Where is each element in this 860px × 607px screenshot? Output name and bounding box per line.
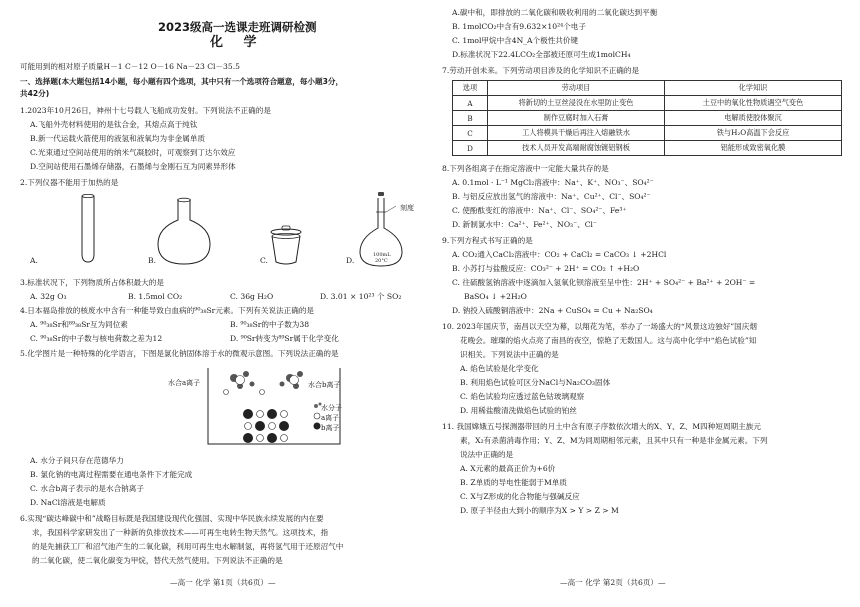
q2-label-a: A. (30, 256, 38, 265)
q2-label-b: B. (148, 256, 156, 265)
table-header: 劳动项目 (488, 81, 665, 96)
crucible-icon (271, 226, 301, 264)
atomic-masses: 可能用到的相对原子质量H－1 C－12 O－16 Na－23 Cl－35.5 (20, 62, 240, 71)
subject-title: 化 学 (210, 35, 265, 50)
table-cell: D (453, 141, 488, 156)
table-row (453, 96, 842, 111)
q8-option-d: D. 新制氯水中：Ca²⁺、Fe²⁺、NO₃⁻、Cl⁻ (452, 220, 597, 229)
q10-line-3: 识相关。下列说法中正确的是 (460, 350, 559, 359)
table-cell: 工人将模具干燥后再注入熔融铁水 (488, 126, 665, 141)
round-bottom-flask-icon (158, 198, 210, 264)
q6-option-d: D.标准状况下22.4LCO₂全部被还原可生成1molCH₄ (452, 50, 631, 59)
legend-a-ion: a离子 (321, 414, 340, 422)
q7-stem: 7.劳动开创未来。下列劳动项目涉及的化学知识不正确的是 (442, 66, 640, 75)
q11-option-b: B. Z单质的导电性能弱于M单质 (460, 478, 567, 487)
q1-option-b: B.新一代运载火箭使用的液氢和液氧均为非金属单质 (30, 134, 206, 143)
q2-stem: 2.下列仪器不能用于加热的是 (20, 178, 119, 187)
q11-option-c: C. X与Z形成的化合物能与强碱反应 (460, 492, 580, 501)
q6-option-a: A.碳中和，即排放的二氧化碳和吸收利用的二氧化碳达到平衡 (452, 8, 658, 17)
q1-option-d: D.空间站使用石墨烯存储器，石墨烯与金刚石互为同素异形体 (30, 162, 236, 171)
table-row (453, 141, 842, 156)
table-header-row (453, 81, 842, 96)
q7-table (452, 80, 842, 156)
q5-option-d: D. NaCl溶液是电解质 (30, 498, 106, 507)
q4-option-a: A. ⁹⁰₃₈Sr和⁸⁹₃₈Sr互为同位素 (30, 320, 128, 329)
q5-option-b: B. 氯化钠的电离过程需要在通电条件下才能完成 (30, 470, 193, 479)
q4-stem: 4.日本福岛排放的核废水中含有一种能导致白血病的⁹⁰₃₈Sr元素。下列有关说法正确的是 (20, 306, 315, 315)
test-tube-icon (82, 194, 94, 262)
q11-option-d: D. 原子半径由大到小的顺序为X > Y > Z > M (460, 506, 619, 515)
q3-option-a: A. 32g O₃ (30, 292, 67, 301)
q10-option-a: A. 焰色试验是化学变化 (460, 364, 539, 373)
table-cell: 技术人员开发高端耐腐蚀镀铝钢板 (488, 141, 665, 156)
table-cell: A (453, 96, 488, 111)
table-row (453, 126, 842, 141)
q10-option-b: B. 利用焰色试验可区分NaCl与Na₂CO₃固体 (460, 378, 611, 387)
table-cell: C (453, 126, 488, 141)
flask-temp-text: 20°C (375, 258, 388, 264)
q6-option-c: C. 1mol甲烷中含4N_A个极性共价键 (452, 36, 579, 45)
q2-label-c: C. (260, 256, 268, 265)
q3-option-c: C. 36g H₂O (230, 292, 274, 301)
q11-line-1: 11. 我国嫦娥五号探测器带回的月土中含有原子序数依次增大的X、Y、Z、M四种短周期主族元 (442, 422, 761, 431)
page-footer-1: —高一 化学 第1页（共6页）— (170, 578, 276, 587)
q8-option-b: B. 与铝反应放出氢气的溶液中：Na⁺、Cu²⁺、Cl⁻、SO₄²⁻ (452, 192, 651, 201)
q3-option-d: D. 3.01 × 10²³ 个 SO₂ (320, 292, 402, 301)
q10-line-2: 花晚会。璀璨的焰火点亮了南昌的夜空，惊艳了无数国人。这与高中化学中“焰色试验”知 (460, 336, 757, 345)
q6-line-2: 求，我国科学家研发出了一种新的负排放技术——可再生电转生物天然气。这项技术，指 (32, 528, 329, 537)
q5-option-a: A. 水分子间只存在范德华力 (30, 456, 124, 465)
table-cell: B (453, 111, 488, 126)
q8-stem: 8.下列各组离子在指定溶液中一定能大量共存的是 (442, 164, 609, 173)
q10-option-d: D. 用稀盐酸清洗做焰色试验的铂丝 (460, 406, 577, 415)
q8-option-a: A. 0.1mol · L⁻¹ MgCl₂溶液中：Na⁺、K⁺、NO₃⁻、SO₄²⁻ (452, 178, 654, 187)
q6-line-1: 6.实现“碳达峰碳中和”战略目标既是我国建设现代化强国、实现中华民族永续发展的内在要 (20, 514, 324, 523)
q6-line-3: 的是先捕获工厂和沼气池产生的二氧化碳，利用可再生电水解制氢，再将氢气用于还原沼气中 (32, 542, 344, 551)
q9-option-d: D. 钠投入硫酸铜溶液中：2Na + CuSO₄ = Cu + Na₂SO₄ (452, 306, 653, 315)
q5-option-c: C. 水合b离子表示的是水合钠离子 (30, 484, 144, 493)
q10-option-c: C. 焰色试验均应透过蓝色钴玻璃观察 (460, 392, 585, 401)
q1-option-a: A.飞船外壳材料使用的是钛合金，其熔点高于纯钛 (30, 120, 198, 129)
legend-water: 水分子 (321, 404, 342, 412)
table-header: 化学知识 (665, 81, 842, 96)
q11-line-3: 说法中正确的是 (460, 450, 514, 459)
q3-stem: 3.标准状况下，下列物质所占体积最大的是 (20, 278, 164, 287)
q9-option-c: C. 往硫酸氢钠溶液中逐滴加入氢氧化钡溶液至呈中性：2H⁺ + SO₄²⁻ + Ba²⁺ + 2OH⁻ = (452, 278, 756, 287)
q8-option-c: C. 使酚酞变红的溶液中：Na⁺、Cl⁻、SO₄²⁻、Fe³⁺ (452, 206, 627, 215)
table-row (453, 111, 842, 126)
q9-stem: 9.下列方程式书写正确的是 (442, 236, 533, 245)
exam-title: 2023级高一选课走班调研检测 (158, 20, 317, 34)
page-1 (20, 0, 428, 607)
hydrated-b-ion-label: 水合b离子 (308, 381, 341, 389)
q4-option-d: D. ⁹⁰Sr转变为⁸⁹Sr属于化学变化 (230, 334, 339, 343)
q6-line-4: 的二氧化碳，使二氧化碳变为甲烷，替代天然气使用。下列说法不正确的是 (32, 556, 283, 565)
q11-option-a: A. X元素的最高正价为+6价 (460, 464, 556, 473)
flask-scale-mark: 刻度 (400, 204, 414, 212)
section-heading: 一、选择题(本大题包括14小题，每小题有四个选项，其中只有一个选项符合题意，每小题3分， (20, 77, 344, 86)
q9-option-b: B. 小苏打与盐酸反应：CO₃²⁻ + 2H⁺ = CO₂ ↑ +H₂O (452, 264, 640, 273)
section-heading-cont: 共42分) (20, 89, 50, 98)
q2-apparatus-figure (60, 192, 420, 270)
q10-line-1: 10. 2023年国庆节，南昌以天空为幕，以翔花为笔，举办了一场盛大的“风景这边独好”国庆烟 (442, 322, 757, 331)
table-cell: 将新切的土豆丝浸没在水里防止变色 (488, 96, 665, 111)
q4-option-c: C. ⁹⁰₃₈Sr的中子数与核电荷数之差为12 (30, 334, 163, 343)
q6-option-b: B. 1molCO₂中含有9.632×10²⁴个电子 (452, 22, 586, 31)
table-cell: 铁与H₂O高温下会反应 (665, 126, 842, 141)
q1-stem: 1.2023年10月26日，神州十七号载人飞船成功发射。下列说法不正确的是 (20, 106, 271, 115)
q9-option-a: A. CO₂通入CaCl₂溶液中：CO₂ + CaCl₂ = CaCO₃ ↓ +2HCl (452, 250, 667, 259)
table-cell: 电解质使胶体聚沉 (665, 111, 842, 126)
q3-option-b: B. 1.5mol CO₂ (128, 292, 183, 301)
legend-b-ion: b离子 (321, 424, 340, 432)
q2-label-d: D. (346, 256, 355, 265)
hydrated-a-ion-label: 水合a离子 (168, 379, 201, 387)
flask-volume-text: 100mL (373, 252, 391, 258)
q9-option-c-cont: BaSO₄ ↓ +2H₂O (464, 292, 527, 301)
q11-line-2: 素，X₂有杀菌消毒作用；Y、Z、M为同周期相邻元素，且其中只有一种是非金属元素。下列 (460, 436, 768, 445)
q5-stem: 5.化学图片是一种特殊的化学语言，下图是氯化钠固体溶于水的微观示意图。下列说法正确的是 (20, 349, 339, 358)
table-cell: 土豆中的氧化性物质遇空气变色 (665, 96, 842, 111)
table-cell: 铝能形成致密氧化膜 (665, 141, 842, 156)
q4-option-b: B. ⁹⁰₃₈Sr的中子数为38 (230, 320, 310, 329)
q1-option-c: C.光束通过空间站使用的纳米气凝胶时，可观察到丁达尔效应 (30, 148, 236, 157)
page-footer-2: —高一 化学 第2页（共6页）— (560, 578, 666, 587)
page-2 (442, 0, 847, 607)
table-cell: 制作豆腐时加入石膏 (488, 111, 665, 126)
table-header: 选项 (453, 81, 488, 96)
